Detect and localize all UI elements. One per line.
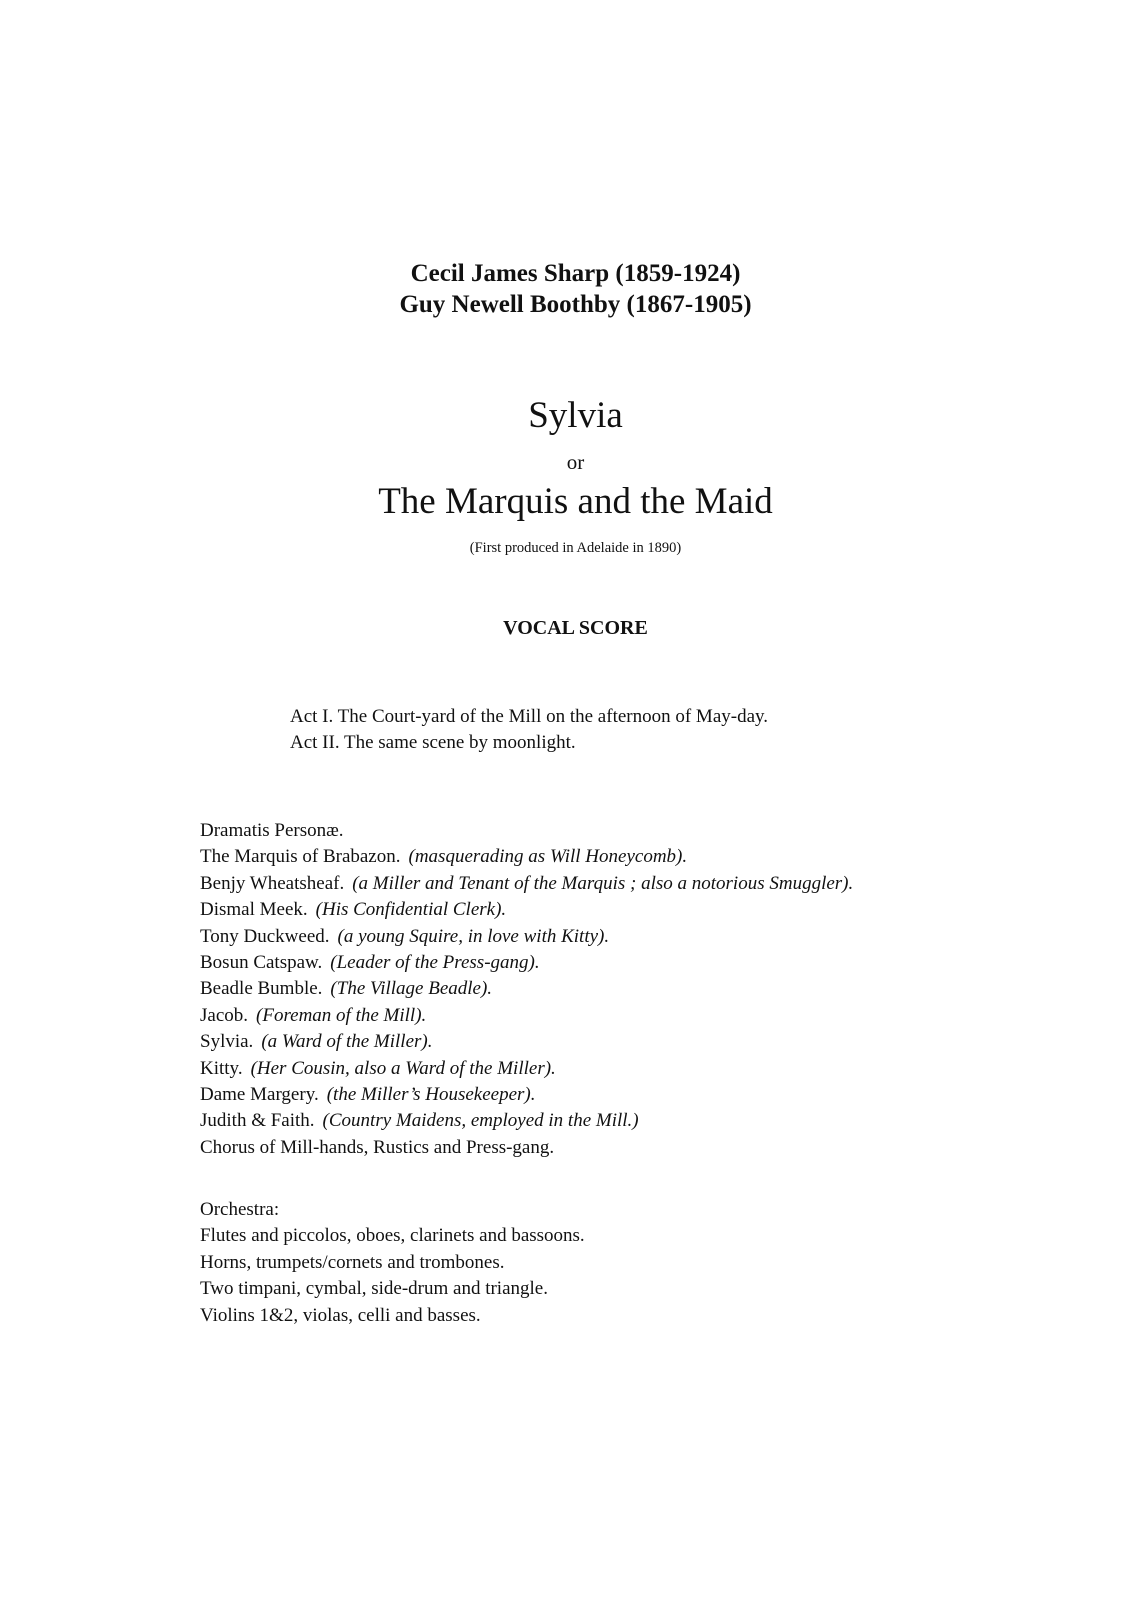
- character-entry: [200, 897, 853, 923]
- author-composer: Cecil James Sharp (1859-1924): [410, 260, 741, 287]
- character-description: (masquerading as Will Honeycomb).: [408, 846, 688, 868]
- character-name: Jacob.: [200, 1004, 249, 1026]
- character-name: Dismal Meek.: [200, 899, 308, 921]
- character-description: (The Village Beadle).: [330, 978, 493, 1000]
- character-name: Dame Margery.: [200, 1084, 319, 1106]
- character-name: Tony Duckweed.: [200, 925, 330, 947]
- character-description: (His Confidential Clerk).: [315, 899, 507, 921]
- alt-title: The Marquis and the Maid: [378, 481, 773, 522]
- character-entry: [200, 1082, 853, 1108]
- orchestra-heading: Orchestra:: [200, 1199, 280, 1220]
- character-description: (Her Cousin, also a Ward of the Miller).: [250, 1057, 556, 1079]
- authors: [10, 258, 1131, 320]
- orchestra: [200, 1197, 585, 1329]
- character-entry: [200, 1003, 853, 1029]
- character-description: (Country Maidens, employed in the Mill.): [322, 1110, 639, 1132]
- title-or: or: [566, 450, 585, 474]
- orchestra-line: Two timpani, cymbal, side-drum and triangle.: [200, 1278, 548, 1300]
- character-entry: [200, 976, 853, 1002]
- dramatis-personae: [200, 818, 853, 1161]
- character-entry: [200, 924, 853, 950]
- character-name: Sylvia.: [200, 1031, 254, 1053]
- character-name: Judith & Faith.: [200, 1110, 315, 1132]
- character-name: The Marquis of Brabazon.: [200, 846, 401, 868]
- act-2: Act II. The same scene by moonlight.: [290, 732, 576, 754]
- orchestra-line: Horns, trumpets/cornets and trombones.: [200, 1251, 505, 1273]
- character-entry: [200, 871, 853, 897]
- act-1: Act I. The Court-yard of the Mill on the afternoon of May-day.: [290, 706, 769, 727]
- character-entry: [200, 844, 853, 870]
- chorus-line: Chorus of Mill-hands, Rustics and Press-gang.: [200, 1136, 555, 1158]
- author-librettist: Guy Newell Boothby (1867-1905): [399, 291, 752, 318]
- character-description: (a young Squire, in love with Kitty).: [337, 925, 610, 947]
- character-entry: [200, 950, 853, 976]
- character-description: (a Miller and Tenant of the Marquis ; also a notorious Smuggler).: [352, 872, 854, 894]
- character-entry: [200, 1056, 853, 1082]
- orchestra-line: Flutes and piccolos, oboes, clarinets and bassoons.: [200, 1225, 585, 1247]
- character-description: (a Ward of the Miller).: [261, 1031, 433, 1053]
- character-description: (the Miller’s Housekeeper).: [326, 1084, 536, 1106]
- score-type: VOCAL SCORE: [503, 617, 648, 639]
- main-title: Sylvia: [528, 395, 623, 436]
- acts-list: [290, 704, 768, 757]
- character-name: Benjy Wheatsheaf.: [200, 872, 345, 894]
- character-entry: [200, 1029, 853, 1055]
- character-name: Bosun Catspaw.: [200, 952, 323, 974]
- dramatis-heading: Dramatis Personæ.: [200, 820, 344, 841]
- character-description: (Leader of the Press-gang).: [330, 952, 540, 974]
- orchestra-line: Violins 1&2, violas, celli and basses.: [200, 1304, 481, 1326]
- production-note: (First produced in Adelaide in 1890): [469, 540, 682, 556]
- character-entry: [200, 1108, 853, 1134]
- character-name: Kitty.: [200, 1057, 243, 1079]
- character-name: Beadle Bumble.: [200, 978, 323, 1000]
- character-description: (Foreman of the Mill).: [256, 1004, 427, 1026]
